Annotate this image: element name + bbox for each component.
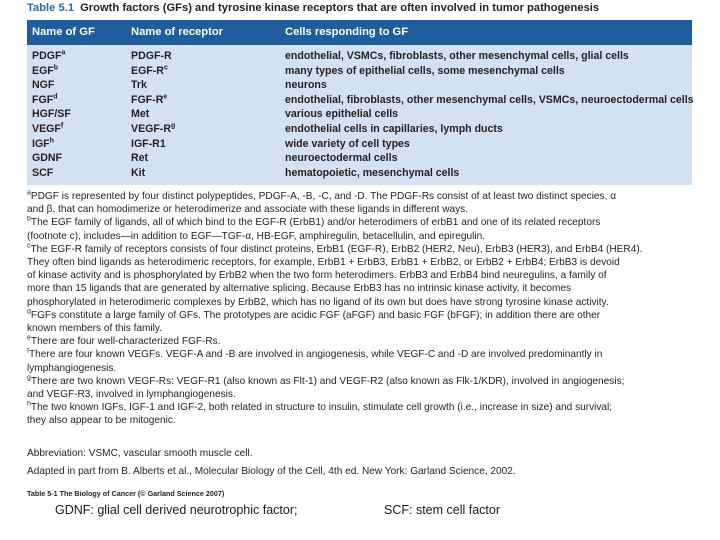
cell-cells-text: endothelial, fibroblasts, other mesenchymal cells, VSMCs, neuroectodermal cells xyxy=(285,93,694,106)
footnote-text: lymphangiogenesis. xyxy=(27,362,117,374)
footnote-mark: e xyxy=(27,335,31,342)
footnote-text: The two known IGFs, IGF-1 and IGF-2, both related in structure to insulin, stimulate cell growth (i.e., increase in size) and survival; xyxy=(30,402,613,414)
scf-definition: SCF: stem cell factor xyxy=(384,503,500,517)
cell-receptor xyxy=(131,108,149,121)
cell-cells-text: endothelial, VSMCs, fibroblasts, other mesenchymal cells, glial cells xyxy=(285,50,629,62)
footnote-mark: h xyxy=(27,401,31,408)
table-caption: Table 5-1 The Biology of Cancer (© Garland Science 2007) xyxy=(27,489,225,498)
table-header xyxy=(27,20,692,45)
cell-receptor-text: VEGF-R xyxy=(131,123,172,135)
footnote-line xyxy=(27,309,692,322)
cell-cells xyxy=(285,94,694,107)
footnote-marker: d xyxy=(53,93,58,101)
footnote-text: and β, that can homodimerize or heterodimerize and associate with these ligands in different ways. xyxy=(27,204,469,216)
table-row xyxy=(27,50,692,63)
cell-gf-text: HGF/SF xyxy=(32,108,71,121)
table-row xyxy=(27,167,692,180)
table-row xyxy=(27,108,692,121)
footnote-marker: g xyxy=(171,122,176,130)
cell-gf xyxy=(32,50,65,63)
cell-gf-text: GDNF xyxy=(32,152,63,165)
header-cells: Cells responding to GF xyxy=(285,26,409,38)
gdnf-definition: GDNF: glial cell derived neurotrophic factor; xyxy=(55,503,298,517)
cell-gf xyxy=(32,152,62,165)
cell-cells xyxy=(285,108,398,121)
footnote-line xyxy=(27,256,692,269)
cell-receptor xyxy=(131,138,166,151)
cell-gf xyxy=(32,108,71,121)
adapted-from: Adapted in part from B. Alberts et al., Molecular Biology of the Cell, 4th ed. New York: Garland Science, 2002. xyxy=(27,466,516,478)
cell-receptor xyxy=(131,50,172,63)
cell-gf-text: VEGF xyxy=(32,123,61,135)
footnote-text: There are four known VEGFs. VEGF-A and -B are involved in angiogenesis, while VEGF-C and -D are involved predominantly in xyxy=(28,349,603,361)
cell-cells-text: various epithelial cells xyxy=(285,108,399,121)
cell-receptor-text: Ret xyxy=(131,152,149,165)
footnote-line xyxy=(27,375,692,388)
footnote-text: of kinase activity and is phosphorylated by ErbB2 when the two form heterodimers. ErbB3 and ErbB4 bind neuregulins, a family of xyxy=(27,270,607,282)
footnote-line xyxy=(27,362,692,375)
abbreviation: Abbreviation: VSMC, vascular smooth muscle cell. xyxy=(27,448,253,459)
cell-cells xyxy=(285,138,410,151)
table-label: Table 5.1 xyxy=(27,2,75,14)
cell-receptor-text: Trk xyxy=(131,79,147,92)
footnote-text: PDGF is represented by four distinct polypeptides, PDGF-A, -B, -C, and -D. The PDGF-Rs consist of at least two distinct species, α xyxy=(30,191,617,202)
footnote-mark: c xyxy=(27,242,31,250)
footnote-mark: g xyxy=(27,374,31,382)
cell-receptor xyxy=(131,167,145,180)
cell-gf xyxy=(32,94,57,107)
footnote-mark: a xyxy=(27,190,31,197)
cell-cells-text: many types of epithelial cells, some mesenchymal cells xyxy=(285,64,565,77)
footnote-text: The EGF family of ligands, all of which bind to the EGF-R (ErbB1) and/or heterodimers of erbB1 and one of its related receptors xyxy=(30,217,601,229)
table-row xyxy=(27,138,692,151)
table-title-text: Growth factors (GFs) and tyrosine kinase receptors that are often involved in tumor pathogenesis xyxy=(80,2,600,14)
footnotes xyxy=(27,190,692,428)
cell-gf xyxy=(32,138,54,151)
table-meta xyxy=(27,447,516,483)
footnote-mark: b xyxy=(27,216,31,224)
cell-cells-text: endothelial cells in capillaries, lymph ducts xyxy=(285,123,503,135)
cell-cells xyxy=(285,79,327,92)
footnote-text: FGFs constitute a large family of GFs. The prototypes are acidic FGF (aFGF) and basic FGF (bFGF); in addition there are other xyxy=(30,309,601,321)
footnote-text: they also appear to be mitogenic. xyxy=(27,415,176,427)
table-row xyxy=(27,152,692,165)
cell-cells-text: neurons xyxy=(285,79,327,92)
footnote-line xyxy=(27,190,692,203)
cell-receptor-text: Kit xyxy=(131,166,146,179)
cell-cells-text: wide variety of cell types xyxy=(285,137,410,150)
cell-receptor xyxy=(131,123,175,136)
cell-receptor-text: IGF-R1 xyxy=(131,137,166,150)
cell-cells-text: hematopoietic, mesenchymal cells xyxy=(285,166,460,179)
cell-receptor-text: PDGF-R xyxy=(131,50,172,62)
cell-gf-text: NGF xyxy=(32,79,55,92)
footnote-marker: f xyxy=(60,122,64,130)
footnote-marker: e xyxy=(163,93,168,101)
cell-receptor-text: Met xyxy=(131,108,150,121)
cell-cells xyxy=(285,65,565,78)
table-row xyxy=(27,94,692,107)
cell-cells xyxy=(285,123,503,136)
footnote-line xyxy=(27,216,692,229)
header-gf: Name of GF xyxy=(32,26,95,38)
cell-gf xyxy=(32,167,53,180)
footnote-text: and VEGF-R3, involved in lymphangiogenesis. xyxy=(27,389,236,401)
footnote-line xyxy=(27,296,692,309)
footnote-mark: d xyxy=(27,308,31,316)
cell-cells-text: neuroectodermal cells xyxy=(285,152,398,165)
cell-receptor xyxy=(131,79,147,92)
footnote-line xyxy=(27,322,692,335)
table-title xyxy=(27,2,599,14)
footnote-mark: f xyxy=(27,348,29,356)
table-row xyxy=(27,123,692,136)
table-row xyxy=(27,65,692,78)
footnote-line xyxy=(27,243,692,256)
footnote-text: There are four well-characterized FGF-Rs. xyxy=(30,336,221,348)
cell-cells xyxy=(285,152,397,165)
cell-gf-text: PDGF xyxy=(32,50,62,62)
cell-gf xyxy=(32,123,63,136)
footnote-line xyxy=(27,269,692,282)
cell-cells xyxy=(285,167,459,180)
header-receptor: Name of receptor xyxy=(131,26,224,38)
cell-gf xyxy=(32,65,58,78)
footnote-line xyxy=(27,388,692,401)
footnote-line xyxy=(27,203,692,216)
cell-gf-text: IGF xyxy=(32,137,50,150)
footnote-line xyxy=(27,414,692,427)
footnote-text: phosphorylated in heterodimeric complexes by ErbB2, which has no ligand of its own but does have strong tyrosine kinase activity. xyxy=(27,296,609,308)
footnote-line xyxy=(27,401,692,414)
table-body xyxy=(27,45,692,185)
footnote-text: more than 15 ligands that are generated by alternative splicing. Because ErbB3 has no intrinsic kinase activity, it becomes xyxy=(27,283,572,295)
footnote-marker: a xyxy=(61,49,66,57)
cell-receptor xyxy=(131,65,168,78)
footnote-line xyxy=(27,230,692,243)
footnote-text: The EGF-R family of receptors consists of four distinct proteins, ErbB1 (EGF-R), ErbB2 (HER2, Neu), ErbB3 (HER3), and ErbB4 (HER4). xyxy=(30,243,643,255)
cell-receptor xyxy=(131,94,167,107)
cell-gf-text: FGF xyxy=(32,93,54,106)
footnote-line xyxy=(27,348,692,361)
cell-receptor-text: EGF-R xyxy=(131,64,164,77)
cell-receptor xyxy=(131,152,148,165)
footnote-text: known members of this family. xyxy=(27,323,162,335)
cell-cells xyxy=(285,50,629,63)
footnote-marker: c xyxy=(163,64,168,72)
footnote-text: (footnote c), includes—in addition to EGF—TGF-α, HB-EGF, amphiregulin, betacellulin, and epiregulin. xyxy=(27,230,486,242)
footnote-line xyxy=(27,335,692,348)
footnote-marker: b xyxy=(53,64,59,72)
table-row xyxy=(27,79,692,92)
footnote-text: They often bind ligands as heterodimeric receptors, for example, ErbB1 + ErbB3, ErbB1 + ErbB2, or ErbB2 + ErbB4; ErbB3 is devoid xyxy=(27,257,620,269)
cell-receptor-text: FGF-R xyxy=(131,93,164,106)
footnote-text: There are two known VEGF-Rs: VEGF-R1 (also known as Flt-1) and VEGF-R2 (also known as Flk-1/KDR), involved in angiogenesis; xyxy=(30,375,625,387)
cell-gf xyxy=(32,79,54,92)
footnote-marker: h xyxy=(49,137,54,145)
footnote-line xyxy=(27,282,692,295)
cell-gf-text: SCF xyxy=(32,166,54,179)
cell-gf-text: EGF xyxy=(32,64,54,77)
